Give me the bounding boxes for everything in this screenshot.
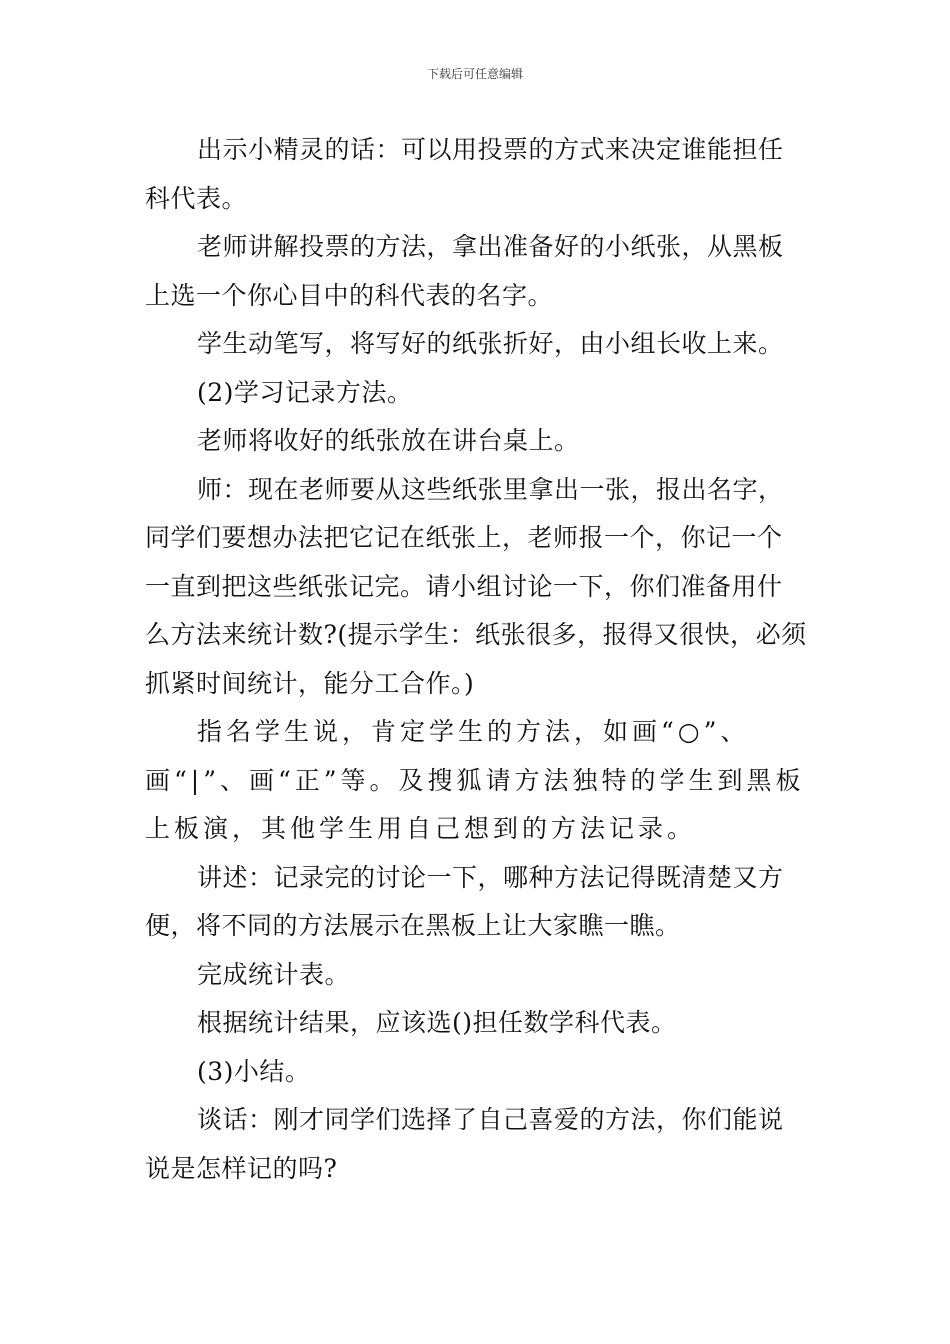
paragraph-section-2-heading: (2)学习记录方法。	[197, 377, 413, 407]
paragraph-teacher-instructions: 师：现在老师要从这些纸张里拿出一张，报出名字，同学们要想办法把它记在纸张上，老师报一个，你记一个一直到把这些纸张记完。请小组讨论一下，你们准备用什么方法来统计数?(提示学生：纸张很多，报得又很快，必须抓紧时间统计，能分工合作。)	[145, 474, 807, 698]
paragraph-recording-methods: 指名学生说，肯定学生的方法，如画“○”、画“|”、画“正”等。及搜狐请方法独特的学生到黑板上板演，其他学生用自己想到的方法记录。	[145, 717, 805, 843]
paragraph-discussion: 讲述：记录完的讨论一下，哪种方法记得既清楚又方便，将不同的方法展示在黑板上让大家瞧一瞧。	[145, 862, 784, 940]
paragraph-teacher-collects: 老师将收好的纸张放在讲台桌上。	[197, 426, 580, 455]
page-header-note: 下载后可任意编辑	[426, 67, 523, 81]
paragraph-complete-table: 完成统计表。	[197, 959, 351, 989]
paragraph-section-3-heading: (3)小结。	[197, 1056, 311, 1086]
paragraph-students-write: 学生动笔写，将写好的纸张折好，由小组长收上来。	[197, 329, 784, 358]
document-body	[145, 126, 807, 1193]
paragraph-result: 根据统计结果，应该选()担任数学科代表。	[197, 1008, 677, 1037]
paragraph-summary-talk: 谈话：刚才同学们选择了自己喜爱的方法，你们能说说是怎样记的吗?	[145, 1105, 784, 1183]
paragraph-voting-method: 老师讲解投票的方法，拿出准备好的小纸张，从黑板上选一个你心目中的科代表的名字。	[145, 232, 784, 310]
paragraph-voting-intro: 出示小精灵的话：可以用投票的方式来决定谁能担任科代表。	[145, 135, 784, 213]
